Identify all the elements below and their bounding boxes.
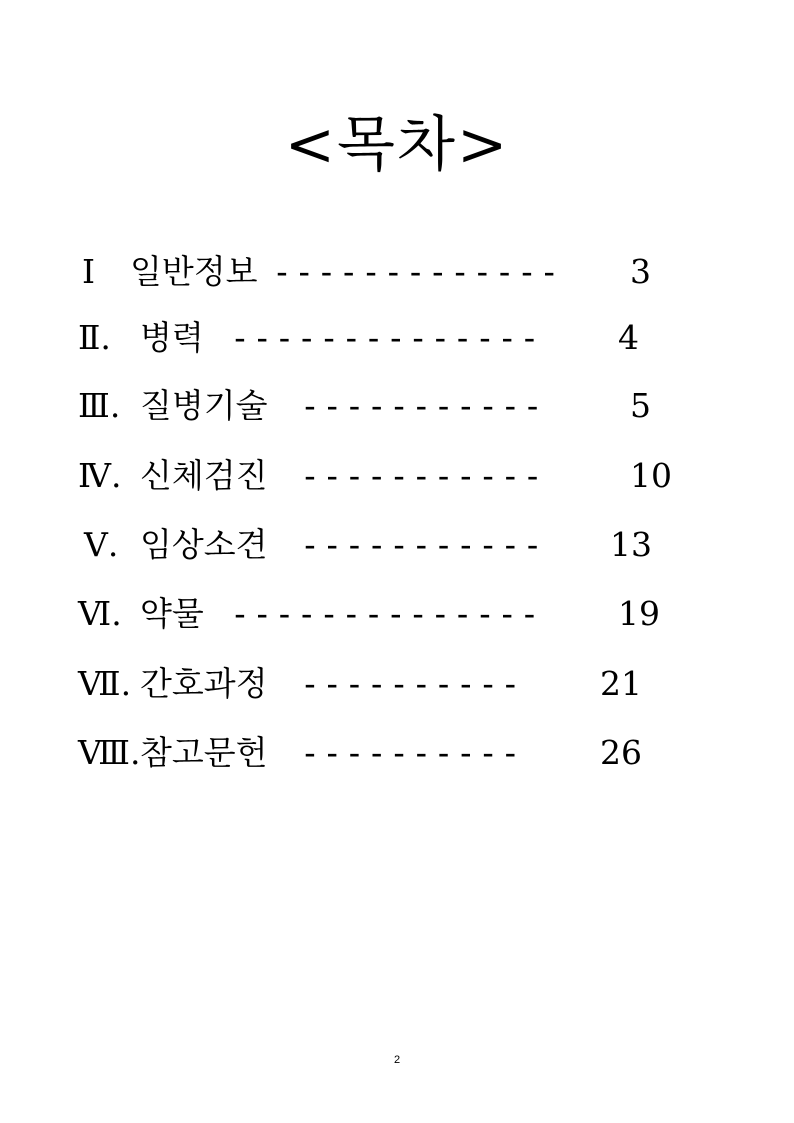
toc-entry-leader: ----------- bbox=[300, 456, 545, 495]
toc-entry-label: 일반정보 bbox=[130, 252, 258, 291]
toc-entry-page: 19 bbox=[618, 594, 660, 633]
toc-entry-page: 26 bbox=[600, 733, 642, 772]
toc-entry-page: 3 bbox=[630, 252, 651, 291]
toc-entry-page: 21 bbox=[600, 664, 642, 703]
toc-entry-leader: ----------- bbox=[300, 525, 545, 564]
toc-entry-page: 4 bbox=[618, 318, 639, 357]
toc-entry-numeral: Ⅰ bbox=[82, 252, 96, 291]
toc-entry-leader: -------------- bbox=[230, 594, 542, 633]
toc-entry-numeral: Ⅶ. bbox=[78, 664, 132, 703]
toc-entry-leader: ----------- bbox=[300, 386, 545, 425]
toc-entry-medication bbox=[0, 589, 794, 639]
toc-entry-page: 13 bbox=[610, 525, 652, 564]
toc-entry-clinical-findings bbox=[0, 520, 794, 570]
toc-entry-numeral: Ⅳ. bbox=[78, 456, 122, 495]
toc-entry-disease-description bbox=[0, 381, 794, 431]
toc-entry-history bbox=[0, 313, 794, 363]
toc-entry-references bbox=[0, 728, 794, 778]
toc-entry-page: 10 bbox=[630, 456, 672, 495]
toc-entry-numeral: Ⅱ. bbox=[78, 318, 111, 357]
toc-entry-label: 신체검진 bbox=[140, 456, 268, 495]
page-title: <목차> bbox=[284, 110, 510, 180]
toc-entry-label: 임상소견 bbox=[140, 525, 268, 564]
toc-entry-numeral: Ⅴ. bbox=[84, 525, 119, 564]
toc-entry-leader: -------------- bbox=[230, 318, 542, 357]
toc-entry-label: 약물 bbox=[140, 594, 204, 633]
toc-entry-leader: ---------- bbox=[300, 733, 523, 772]
toc-entry-label: 질병기술 bbox=[140, 386, 268, 425]
toc-entry-numeral: Ⅲ. bbox=[78, 386, 121, 425]
toc-entry-physical-exam bbox=[0, 451, 794, 501]
toc-entry-nursing-process bbox=[0, 659, 794, 709]
toc-entry-numeral: Ⅵ. bbox=[78, 594, 122, 633]
page-number: 2 bbox=[393, 1054, 401, 1066]
toc-entry-label: 간호과정 bbox=[140, 664, 268, 703]
toc-entry-numeral: Ⅷ. bbox=[78, 733, 141, 772]
toc-entry-leader: ---------- bbox=[300, 664, 523, 703]
toc-entry-general-info bbox=[0, 247, 794, 297]
toc-entry-leader: ------------- bbox=[272, 252, 562, 291]
toc-entry-label: 병력 bbox=[140, 318, 204, 357]
toc-entry-page: 5 bbox=[630, 386, 651, 425]
toc-entry-label: 참고문헌 bbox=[140, 733, 268, 772]
